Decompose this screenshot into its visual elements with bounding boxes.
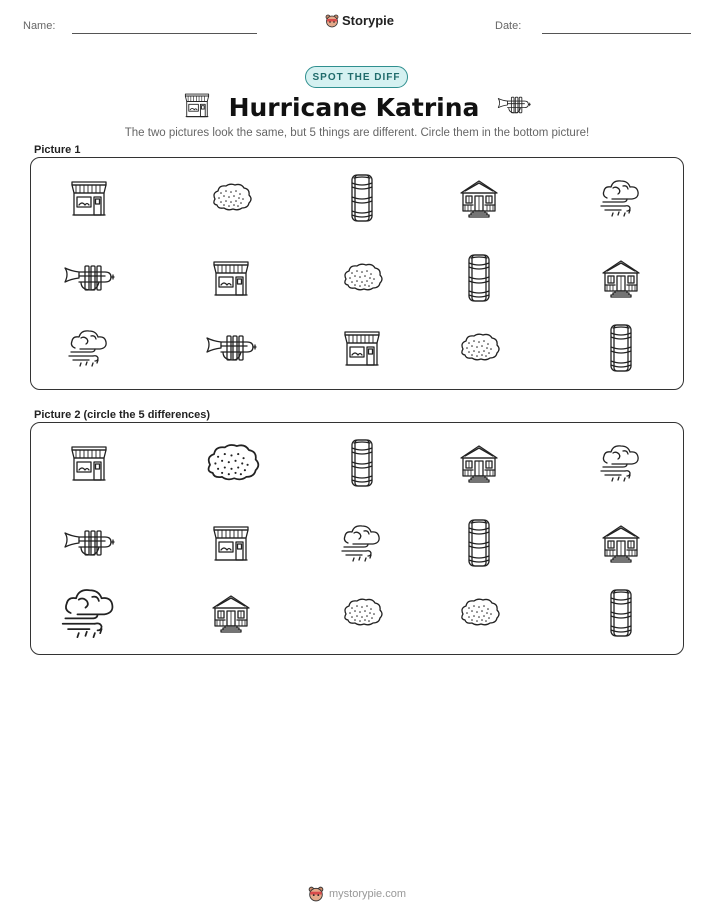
cloud-icon bbox=[457, 333, 501, 363]
storefront-icon bbox=[69, 179, 109, 217]
name-label: Name: bbox=[23, 20, 56, 32]
storm-icon bbox=[67, 328, 111, 368]
picture-2-panel[interactable] bbox=[30, 422, 684, 655]
trumpet-icon[interactable] bbox=[63, 527, 115, 559]
storefront-icon bbox=[183, 92, 211, 123]
sandbags-icon[interactable] bbox=[608, 588, 634, 638]
storm-icon[interactable] bbox=[599, 443, 643, 483]
cloud-icon bbox=[209, 183, 253, 213]
storefront-icon[interactable] bbox=[69, 444, 109, 482]
sandbags-icon bbox=[466, 253, 492, 303]
bear-icon bbox=[308, 886, 324, 902]
footer-url: mystorypie.com bbox=[328, 888, 407, 900]
picture-2-label: Picture 2 (circle the 5 differences) bbox=[34, 409, 211, 421]
storm-icon bbox=[599, 178, 643, 218]
sandbags-icon[interactable] bbox=[466, 518, 492, 568]
storm-icon[interactable] bbox=[60, 586, 119, 640]
storefront-icon[interactable] bbox=[211, 524, 251, 562]
trumpet-icon bbox=[205, 332, 257, 364]
footer bbox=[0, 886, 714, 902]
page-title: Hurricane Katrina bbox=[228, 93, 480, 122]
house-icon bbox=[457, 178, 501, 218]
house-icon[interactable] bbox=[599, 523, 643, 563]
storefront-icon bbox=[211, 259, 251, 297]
cloud-icon[interactable] bbox=[202, 443, 261, 484]
sandbags-icon bbox=[608, 323, 634, 373]
sandbags-icon bbox=[349, 173, 375, 223]
house-icon bbox=[599, 258, 643, 298]
brand-logo bbox=[325, 13, 394, 28]
house-icon[interactable] bbox=[457, 443, 501, 483]
instructions: The two pictures look the same, but 5 things are different. Circle them in the bottom picture! bbox=[124, 127, 590, 139]
picture-1-panel bbox=[30, 157, 684, 390]
storm-icon[interactable] bbox=[340, 523, 384, 563]
sandbags-icon[interactable] bbox=[349, 438, 375, 488]
house-icon[interactable] bbox=[209, 593, 253, 633]
picture-1-label: Picture 1 bbox=[34, 144, 81, 156]
title-row bbox=[0, 92, 714, 123]
bear-icon bbox=[325, 14, 339, 28]
date-label: Date: bbox=[495, 20, 522, 32]
cloud-icon[interactable] bbox=[457, 598, 501, 628]
trumpet-icon bbox=[497, 94, 531, 121]
cloud-icon bbox=[340, 263, 384, 293]
brand-name: Storypie bbox=[342, 13, 395, 28]
name-line[interactable] bbox=[72, 33, 257, 34]
spot-the-diff-badge: SPOT THE DIFF bbox=[305, 66, 408, 88]
storefront-icon bbox=[342, 329, 382, 367]
trumpet-icon bbox=[63, 262, 115, 294]
date-line[interactable] bbox=[542, 33, 691, 34]
cloud-icon[interactable] bbox=[340, 598, 384, 628]
